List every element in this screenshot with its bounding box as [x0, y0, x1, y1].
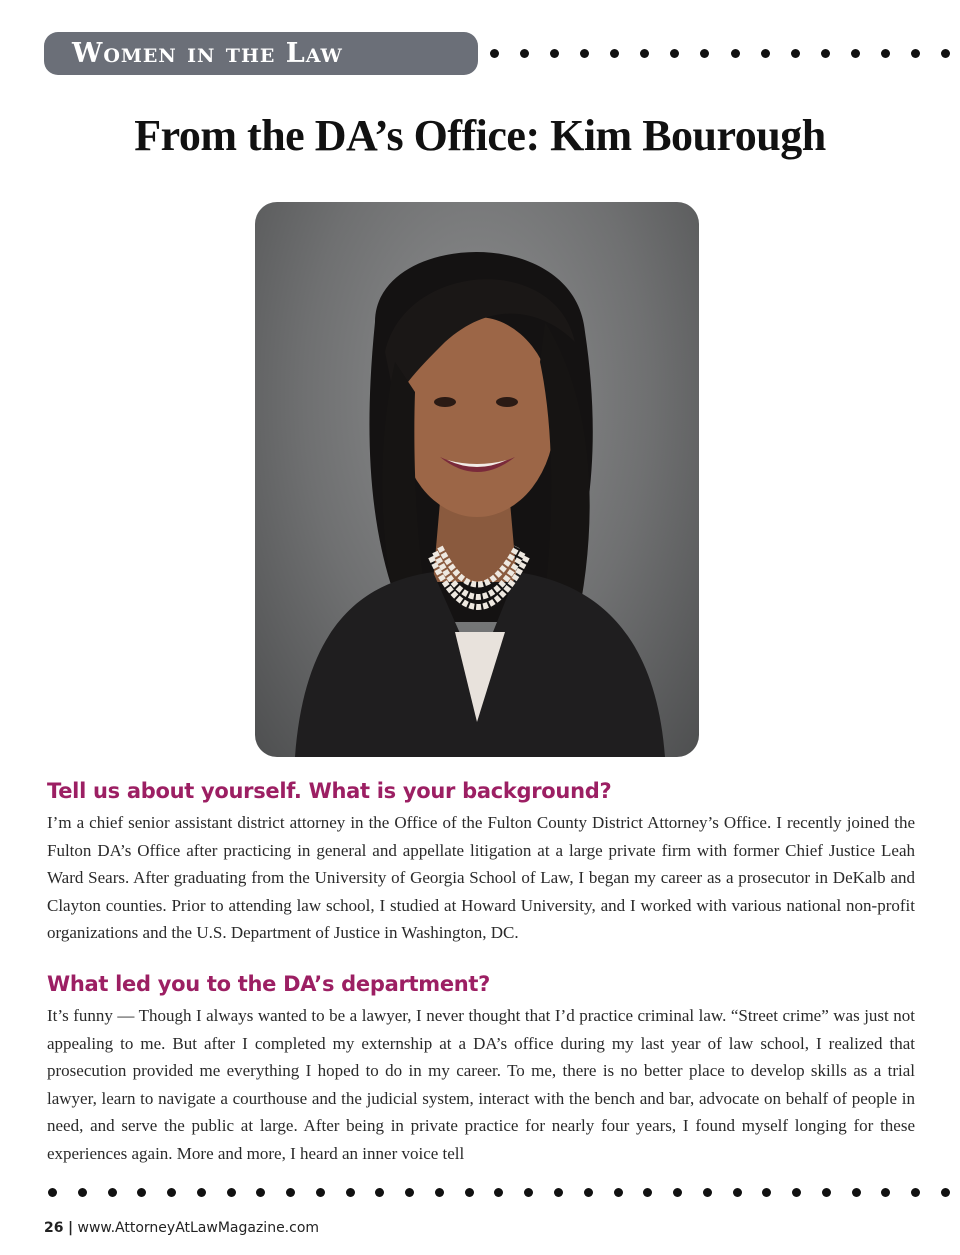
- decorative-dot: [791, 49, 800, 58]
- decorative-dots-bottom: [48, 1188, 950, 1197]
- question-da-department: What led you to the DA’s department?: [47, 972, 491, 996]
- decorative-dot: [941, 1188, 950, 1197]
- decorative-dot: [316, 1188, 325, 1197]
- decorative-dot: [670, 49, 679, 58]
- decorative-dot: [227, 1188, 236, 1197]
- decorative-dot: [550, 49, 559, 58]
- answer-background: I’m a chief senior assistant district attorney in the Office of the Fulton County District Attorney’s Office. I recently joined the Fulton DA’s Office after practicing in general and appellate litigation at a large private firm with former Chief Justice Leah Ward Sears. After graduating from the University of Georgia School of Law, I began my career as a prosecutor in DeKalb and Clayton counties. Prior to attending law school, I studied at Howard University, and I worked with various national non-profit organizations and the U.S. Department of Justice in Washington, DC.: [47, 813, 915, 943]
- decorative-dot: [256, 1188, 265, 1197]
- decorative-dot: [108, 1188, 117, 1197]
- decorative-dot: [435, 1188, 444, 1197]
- decorative-dot: [941, 49, 950, 58]
- article-title: From the DA’s Office: Kim Bourough: [134, 111, 826, 160]
- decorative-dot: [584, 1188, 593, 1197]
- section-label: Women in the Law: [72, 38, 343, 69]
- answer-da-department: It’s funny — Though I always wanted to be a lawyer, I never thought that I’d practice criminal law. “Street crime” was just not appealing to me. But after I completed my externship at a DA’s office during my last year of law school, I realized that prosecution provided me everything I hoped to do in my career. To me, there is no better place to develop skills as a trial lawyer, learn to navigate a courthouse and the judicial system, interact with the bench and bar, advocate on behalf of people in need, and serve the public at large. After being in private practice for nearly four years, I found myself longing for these experiences again. More and more, I heard an inner voice tell: [47, 1006, 915, 1163]
- footer-separator: |: [67, 1220, 74, 1236]
- decorative-dot: [286, 1188, 295, 1197]
- decorative-dot: [643, 1188, 652, 1197]
- decorative-dot: [197, 1188, 206, 1197]
- decorative-dot: [821, 49, 830, 58]
- question-background: Tell us about yourself. What is your background?: [47, 779, 612, 803]
- decorative-dot: [700, 49, 709, 58]
- decorative-dots-top: [490, 49, 950, 58]
- decorative-dot: [167, 1188, 176, 1197]
- decorative-dot: [137, 1188, 146, 1197]
- section-tab: [44, 32, 478, 75]
- page-number: 26: [44, 1220, 64, 1236]
- decorative-dot: [851, 49, 860, 58]
- decorative-dot: [640, 49, 649, 58]
- decorative-dot: [673, 1188, 682, 1197]
- decorative-dot: [494, 1188, 503, 1197]
- decorative-dot: [580, 49, 589, 58]
- decorative-dot: [614, 1188, 623, 1197]
- decorative-dot: [733, 1188, 742, 1197]
- portrait-photo: [255, 202, 699, 757]
- decorative-dot: [911, 49, 920, 58]
- decorative-dot: [490, 49, 499, 58]
- decorative-dot: [703, 1188, 712, 1197]
- decorative-dot: [822, 1188, 831, 1197]
- footer-url[interactable]: www.AttorneyAtLawMagazine.com: [77, 1220, 320, 1236]
- decorative-dot: [881, 49, 890, 58]
- decorative-dot: [405, 1188, 414, 1197]
- decorative-dot: [524, 1188, 533, 1197]
- decorative-dot: [852, 1188, 861, 1197]
- decorative-dot: [761, 49, 770, 58]
- decorative-dot: [554, 1188, 563, 1197]
- decorative-dot: [48, 1188, 57, 1197]
- decorative-dot: [610, 49, 619, 58]
- page-footer: [44, 1220, 319, 1236]
- decorative-dot: [465, 1188, 474, 1197]
- decorative-dot: [762, 1188, 771, 1197]
- decorative-dot: [911, 1188, 920, 1197]
- decorative-dot: [520, 49, 529, 58]
- decorative-dot: [792, 1188, 801, 1197]
- decorative-dot: [375, 1188, 384, 1197]
- decorative-dot: [78, 1188, 87, 1197]
- decorative-dot: [731, 49, 740, 58]
- decorative-dot: [881, 1188, 890, 1197]
- decorative-dot: [346, 1188, 355, 1197]
